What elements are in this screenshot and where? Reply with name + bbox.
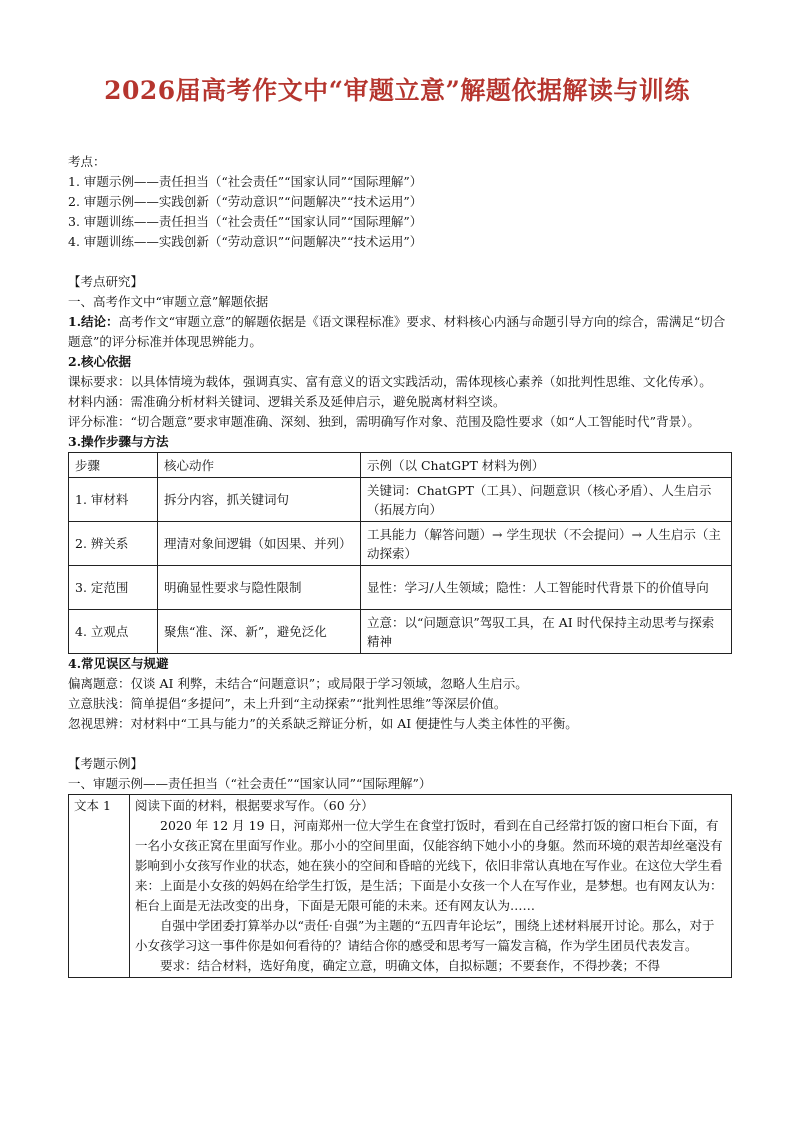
table-header-row [69, 453, 732, 478]
kaodian-item: 2. 审题示例——实践创新（“劳动意识”“问题解决”“技术运用”） [68, 194, 423, 209]
pitfall-item: 忽视思辨：对材料中“工具与能力”的关系缺乏辩证分析，如 AI 便捷性与人类主体性的平衡。 [68, 716, 578, 731]
core-basis-scoring: 评分标准：“切合题意”要求审题准确、深刻、独到，需明确写作对象、范围及隐性要求（如“人工智能时代”背景）。 [68, 414, 700, 429]
table-cell: 4. 立观点 [69, 610, 158, 654]
table-cell: 1. 审材料 [69, 478, 158, 522]
section-tag: 【考题示例】 [68, 756, 144, 771]
conclusion-paragraph [68, 312, 732, 352]
table-cell: 理清对象间逻辑（如因果、并列） [158, 522, 361, 566]
pitfalls-label: 4.常见误区与规避 [68, 656, 169, 671]
table-header-cell: 核心动作 [158, 453, 361, 478]
section-tag: 【考点研究】 [68, 274, 144, 289]
document-body [68, 152, 732, 978]
table-header-cell: 步骤 [69, 453, 158, 478]
table-cell: 2. 辨关系 [69, 522, 158, 566]
core-basis-curriculum: 课标要求：以具体情境为载体，强调真实、富有意义的语文实践活动，需体现核心素养（如批判性思维、文化传承）。 [68, 374, 712, 389]
kaodian-item: 4. 审题训练——实践创新（“劳动意识”“问题解决”“技术运用”） [68, 234, 423, 249]
pitfall-item: 立意肤浅：简单提倡“多提问”，未上升到“主动探索”“批判性思维”等深层价值。 [68, 696, 507, 711]
table-row [69, 478, 732, 522]
example-line: 2020 年 12 月 19 日，河南郑州一位大学生在食堂打饭时，看到在自己经常打饭的窗口柜台下面，有一名小女孩正窝在里面写作业。那小小的空间里面，仅能容纳下她小小的身躯。然而环境的艰苦却丝毫没有影响到小女孩写作业的状态，她在狭小的空间和昏暗的光线下，依旧非常认真地在写作业。在这位大学生看来：上面是小女孩的妈妈在给学生打饭，是生活；下面是小女孩一个人在写作业，是梦想。也有网友认为：柜台上面是无法改变的出身，下面是无限可能的未来。还有网友认为…… [135, 818, 723, 913]
table-header-cell: 示例（以 ChatGPT 材料为例） [361, 453, 732, 478]
conclusion-label: 1.结论： [68, 314, 119, 329]
example-line: 阅读下面的材料，根据要求写作。（60 分） [135, 798, 374, 813]
table-row [69, 795, 732, 978]
table-row [69, 610, 732, 654]
kaodian-item: 1. 审题示例——责任担当（“社会责任”“国家认同”“国际理解”） [68, 174, 423, 189]
table-cell: 聚焦“准、深、新”，避免泛化 [158, 610, 361, 654]
table-cell: 拆分内容，抓关键词句 [158, 478, 361, 522]
example-text [130, 795, 732, 978]
kaodian-heading: 考点： [68, 154, 106, 169]
example-line: 要求：结合材料，选好角度，确定立意，明确文体，自拟标题；不要套作，不得抄袭；不得 [160, 958, 661, 973]
pitfall-item: 偏离题意：仅谈 AI 利弊，未结合“问题意识”；或局限于学习领域，忽略人生启示。 [68, 676, 528, 691]
table-cell: 显性：学习/人生领域；隐性：人工智能时代背景下的价值导向 [361, 566, 732, 610]
table-cell: 工具能力（解答问题）→ 学生现状（不会提问）→ 人生启示（主动探索） [361, 522, 732, 566]
table-cell: 3. 定范围 [69, 566, 158, 610]
section-heading: 一、审题示例——责任担当（“社会责任”“国家认同”“国际理解”） [68, 776, 432, 791]
example-line: 自强中学团委打算举办以“责任·自强”为主题的“五四青年论坛”，围绕上述材料展开讨论。那么，对于小女孩学习这一事件你是如何看待的？请结合你的感受和思考写一篇发言稿，作为学生团员代表发言。 [135, 918, 715, 953]
table-cell: 立意：以“问题意识”驾驭工具，在 AI 时代保持主动思考与探索精神 [361, 610, 732, 654]
document-title: 2026届高考作文中“审题立意”解题依据解读与训练 [104, 76, 690, 105]
table-cell: 关键词：ChatGPT（工具）、问题意识（核心矛盾）、人生启示（拓展方向） [361, 478, 732, 522]
section-heading: 一、高考作文中“审题立意”解题依据 [68, 294, 269, 309]
core-basis-label: 2.核心依据 [68, 354, 132, 369]
kaodian-item: 3. 审题训练——责任担当（“社会责任”“国家认同”“国际理解”） [68, 214, 423, 229]
table-cell: 明确显性要求与隐性限制 [158, 566, 361, 610]
steps-label: 3.操作步骤与方法 [68, 434, 169, 449]
steps-table [68, 452, 732, 654]
example-table [68, 794, 732, 978]
text-label: 文本 1 [69, 795, 130, 978]
core-basis-material: 材料内涵：需准确分析材料关键词、逻辑关系及延伸启示，避免脱离材料空谈。 [68, 394, 506, 409]
table-row [69, 522, 732, 566]
conclusion-text: 高考作文“审题立意”的解题依据是《语文课程标准》要求、材料核心内涵与命题引导方向的综合，需满足“切合题意”的评分标准并体现思辨能力。 [68, 314, 726, 349]
table-row [69, 566, 732, 610]
